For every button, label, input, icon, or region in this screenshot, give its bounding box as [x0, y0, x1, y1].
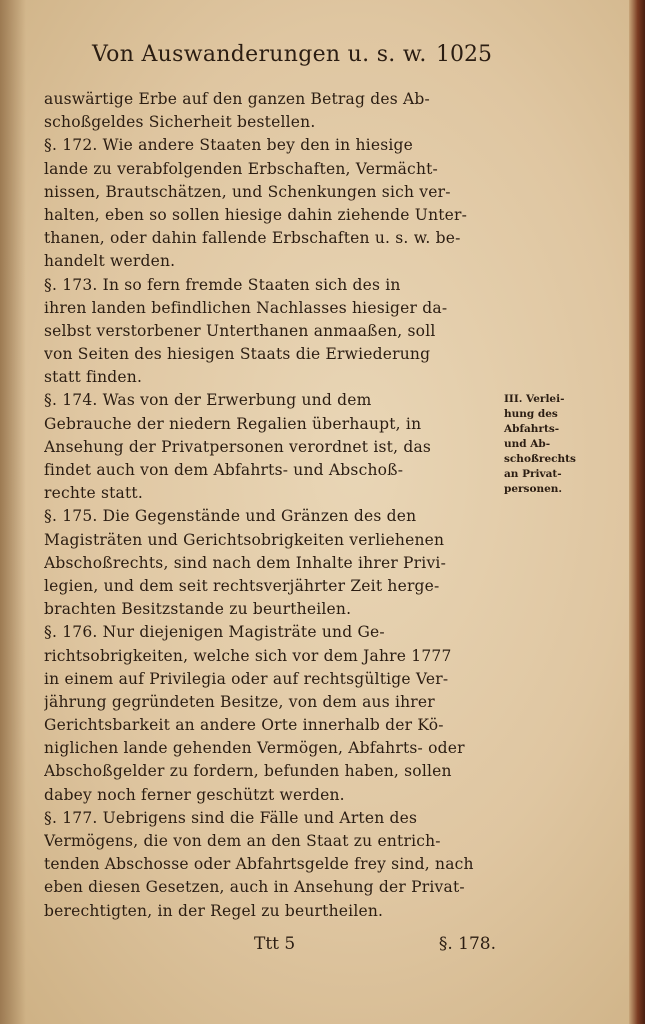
page-footer [44, 934, 496, 962]
text-line: §. 176. Nur diejenigen Magisträte und Ge- [44, 623, 385, 642]
page-number: 1025 [436, 42, 492, 67]
text-line: nissen, Brautschätzen, und Schenkungen sich ver- [44, 182, 451, 201]
text-line: richtsobrigkeiten, welche sich vor dem Jahre 1777 [44, 646, 452, 665]
text-line: niglichen lande gehenden Vermögen, Abfahrts- oder [44, 739, 465, 758]
text-line: Abschoßrechts, sind nach dem Inhalte ihrer Privi- [44, 553, 446, 572]
text-line: von Seiten des hiesigen Staats die Erwiederung [44, 345, 431, 364]
text-line: auswärtige Erbe auf den ganzen Betrag des Ab- [44, 90, 430, 108]
text-line: §. 174. Was von der Erwerbung und dem [44, 391, 372, 410]
text-line: §. 175. Die Gegenstände und Gränzen des den [44, 507, 417, 526]
text-line: rechte statt. [44, 484, 143, 503]
body-text [44, 88, 496, 923]
text-line: Abschoßgelder zu fordern, befunden haben, sollen [44, 762, 452, 781]
text-line: berechtigten, in der Regel zu beurtheilen. [44, 901, 384, 920]
text-line: thanen, oder dahin fallende Erbschaften u. s. w. be- [44, 229, 461, 248]
page-header [92, 42, 492, 72]
text-line: lande zu verabfolgenden Erbschaften, Vermächt- [44, 159, 438, 178]
text-line: brachten Besitzstande zu beurtheilen. [44, 600, 352, 619]
text-line: handelt werden. [44, 252, 176, 271]
margin-note-line: an Privat- [504, 468, 562, 480]
gutter-shadow [0, 0, 26, 1024]
margin-note-line: Abfahrts- [504, 423, 560, 435]
text-line: §. 173. In so fern fremde Staaten sich des in [44, 275, 401, 294]
text-line: halten, eben so sollen hiesige dahin ziehende Unter- [44, 205, 468, 224]
text-line: Gerichtsbarkeit an andere Orte innerhalb der Kö- [44, 716, 444, 735]
margin-note-line: und Ab- [504, 438, 551, 450]
text-line: §. 177. Uebrigens sind die Fälle und Arten des [44, 808, 418, 827]
running-title: Von Auswanderungen u. s. w. [92, 42, 427, 67]
text-line: Gebrauche der niedern Regalien überhaupt, in [44, 414, 422, 433]
text-line: selbst verstorbener Unterthanen anmaaßen, soll [44, 321, 436, 340]
text-line: Magisträten und Gerichtsobrigkeiten verliehenen [44, 530, 445, 549]
text-line: eben diesen Gesetzen, auch in Ansehung der Privat- [44, 878, 465, 897]
text-line: dabey noch ferner geschützt werden. [44, 785, 345, 804]
margin-note-line: hung des [504, 408, 558, 420]
text-line: in einem auf Privilegia oder auf rechtsgültige Ver- [44, 669, 449, 688]
page-edge [629, 0, 645, 1024]
catchword: §. 178. [438, 934, 496, 954]
margin-note-line: personen. [504, 483, 563, 495]
text-line: findet auch von dem Abfahrts- und Abschoß- [44, 461, 404, 479]
text-line: §. 172. Wie andere Staaten bey den in hiesige [44, 136, 413, 155]
text-line: ihren landen befindlichen Nachlasses hiesiger da- [44, 298, 448, 317]
text-line: Ansehung der Privatpersonen verordnet ist, das [44, 437, 432, 456]
text-line: statt finden. [44, 368, 143, 387]
margin-note-line: III. Verlei- [504, 393, 565, 405]
text-line: Vermögens, die von dem an den Staat zu entrich- [44, 832, 441, 850]
signature-mark: Ttt 5 [254, 934, 296, 954]
text-line: tenden Abschosse oder Abfahrtsgelde frey sind, nach [44, 855, 474, 874]
text-line: legien, und dem seit rechtsverjährter Zeit herge- [44, 576, 440, 595]
text-line: schoßgeldes Sicherheit bestellen. [44, 113, 316, 132]
margin-note [504, 392, 590, 497]
text-line: jährung gegründeten Besitze, von dem aus ihrer [44, 692, 435, 711]
margin-note-line: schoßrechts [504, 453, 576, 465]
